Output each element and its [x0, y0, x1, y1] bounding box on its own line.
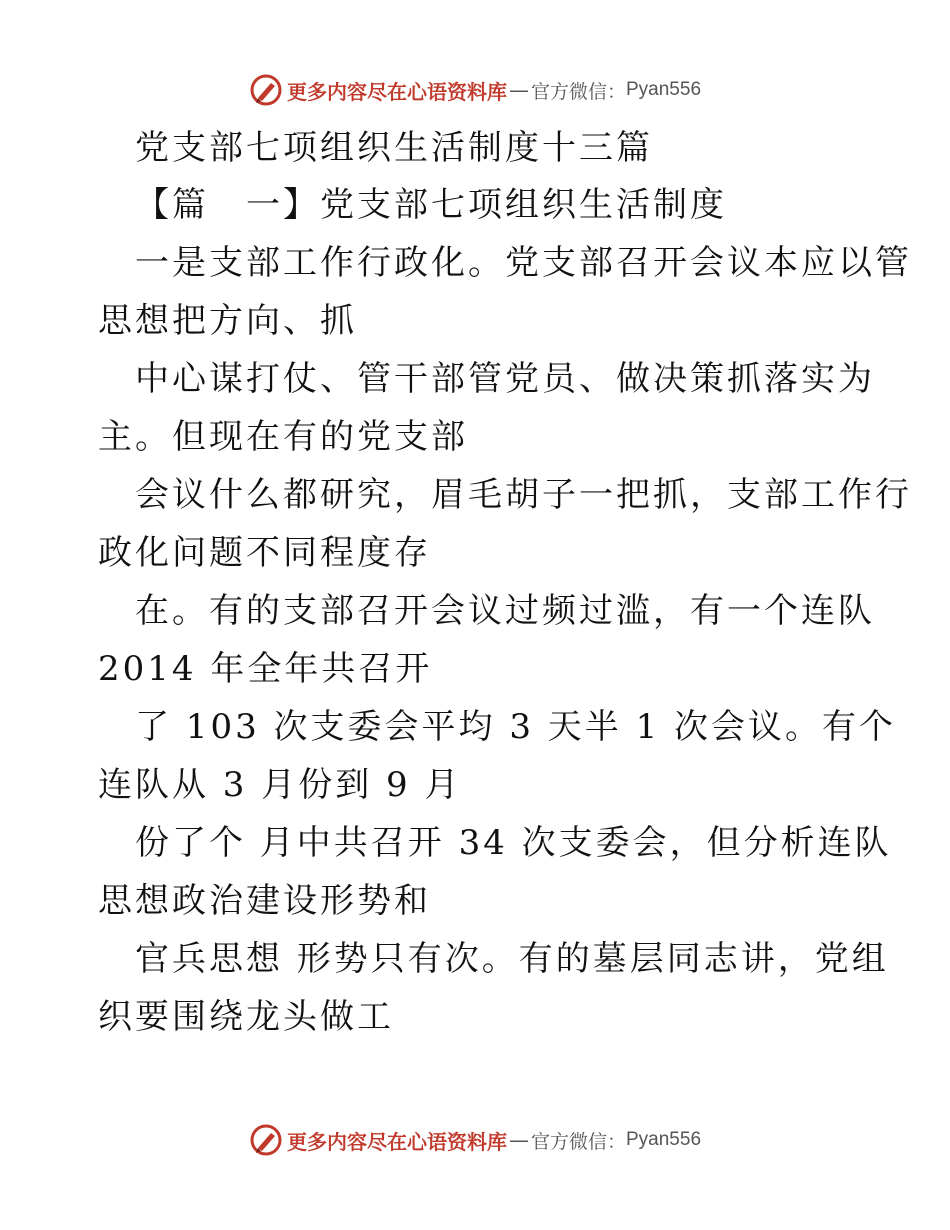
body-line: 织要围绕龙头做工	[98, 997, 394, 1037]
body-line: 一是支部工作行政化。党支部召开会议本应以管	[135, 243, 912, 283]
body-line: 2014 年全年共召开	[98, 649, 433, 689]
document-title: 党支部七项组织生活制度十三篇	[135, 128, 653, 168]
body-line: 思想政治建设形势和	[98, 881, 431, 921]
header-banner	[0, 70, 950, 110]
banner-wechat-label: 官方微信：	[530, 80, 626, 103]
pen-logo-icon	[249, 73, 283, 107]
banner-wechat-id: Pyan556	[626, 79, 702, 100]
body-line: 了 103 次支委会平均 3 天半 1 次会议。有个	[135, 707, 897, 747]
banner-separator: —	[508, 78, 529, 102]
banner-main-text: 更多内容尽在心语资料库	[286, 1129, 507, 1154]
footer-banner	[0, 1120, 950, 1160]
banner-wechat-label: 官方微信：	[530, 1130, 626, 1153]
body-line: 主。但现在有的党支部	[98, 417, 468, 457]
body-line: 官兵思想 形势只有次。有的墓层同志讲，党组	[135, 939, 889, 979]
body-line: 连队从 3 月份到 9 月	[98, 765, 462, 805]
body-line: 会议什么都研究，眉毛胡子一把抓，支部工作行	[135, 475, 912, 515]
body-line: 中心谋打仗、管干部管党员、做决策抓落实为	[135, 359, 875, 399]
banner-main-text: 更多内容尽在心语资料库	[286, 79, 507, 104]
banner-separator: —	[508, 1128, 529, 1152]
body-line: 在。有的支部召开会议过频过滥，有一个连队	[135, 591, 875, 631]
body-line: 思想把方向、抓	[98, 301, 357, 341]
banner-wechat-id: Pyan556	[626, 1129, 702, 1150]
body-line: 份了个 月中共召开 34 次支委会，但分析连队	[135, 823, 892, 863]
pen-logo-icon	[249, 1123, 283, 1157]
body-line: 政化问题不同程度存	[98, 533, 431, 573]
section-heading: 【篇 一】党支部七项组织生活制度	[135, 185, 727, 225]
